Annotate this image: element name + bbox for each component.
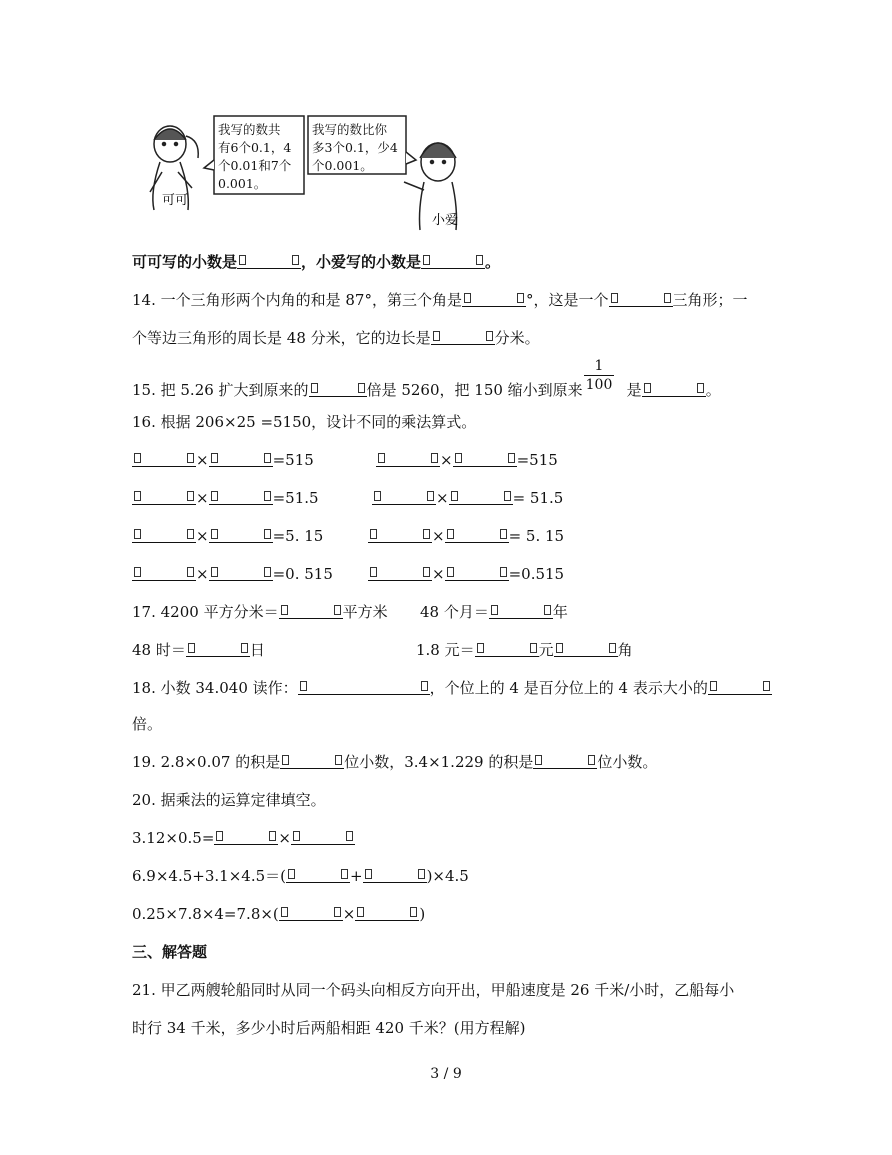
answer-blank[interactable] [368, 565, 432, 581]
q17-text-a: 17. 4200 平方分米＝ [132, 603, 279, 621]
q15-text-b: 倍是 5260，把 150 缩小到原来 [366, 381, 583, 399]
q14-text-b: °，这是一个 [525, 291, 609, 309]
q16-result: = 51.5 [512, 489, 564, 507]
bubble2-line-1: 我写的数比你 [312, 122, 388, 137]
times-sign: × [436, 489, 449, 507]
q18-text-b: ，个位上的 4 是百分位上的 4 表示大小的 [429, 679, 708, 697]
q16-row-3-right [368, 526, 564, 546]
times-sign: × [196, 451, 209, 469]
q14-text-e: 分米。 [494, 329, 540, 347]
answer-blank[interactable] [642, 381, 706, 397]
q16-result: = 5. 15 [508, 527, 565, 545]
answer-blank[interactable] [533, 753, 597, 769]
q17-line-2-right [416, 640, 633, 660]
q16-row-2-right [372, 488, 563, 508]
q16-result: =515 [272, 451, 314, 469]
answer-blank[interactable] [291, 829, 355, 845]
page-number [0, 1066, 892, 1082]
q18-line-1 [132, 678, 772, 698]
times-sign: × [196, 565, 209, 583]
q20-expr-2-end: )×4.5 [426, 867, 469, 885]
q15-line [132, 380, 721, 400]
q14-text-c: 三角形；一 [672, 291, 748, 309]
q16-row-3-left [132, 526, 323, 546]
answer-blank[interactable] [489, 603, 553, 619]
times-sign: × [432, 565, 445, 583]
answer-blank[interactable] [445, 565, 509, 581]
q20-line-3 [132, 904, 425, 924]
q15-text-d: 。 [705, 381, 721, 399]
page-separator: / [439, 1066, 453, 1082]
q16-result: =5. 15 [272, 527, 324, 545]
bubble2-line-2: 多3个0.1，少4 [312, 140, 398, 155]
q17-line-2-left [132, 640, 265, 660]
answer-blank[interactable] [209, 451, 273, 467]
fraction-numerator: 1 [584, 357, 614, 376]
plus-sign: + [349, 867, 363, 885]
q16-result: =515 [516, 451, 558, 469]
q14-line-1 [132, 290, 748, 310]
answer-blank[interactable] [214, 829, 278, 845]
q17-text-g: 1.8 元＝ [416, 641, 475, 659]
q20-expr-3: 0.25×7.8×4=7.8×( [132, 905, 279, 923]
answer-blank[interactable] [186, 641, 250, 657]
answer-blank[interactable] [279, 603, 343, 619]
q20-expr-2: 6.9×4.5+3.1×4.5＝( [132, 867, 286, 885]
q17-text-b: 平方米 [342, 603, 388, 621]
girls-illustration [132, 112, 480, 232]
q21-line-1: 21. 甲乙两艘轮船同时从同一个码头向相反方向开出，甲船速度是 26 千米/小时，乙船每小 [132, 981, 735, 999]
answer-blank[interactable] [368, 527, 432, 543]
bubble1-line-3: 个0.01和7个 [218, 158, 292, 173]
answer-blank[interactable] [209, 489, 273, 505]
fraction-one-hundredth [584, 357, 614, 394]
times-sign: × [342, 905, 356, 923]
answer-blank[interactable] [132, 527, 196, 543]
answer-blank[interactable] [449, 489, 513, 505]
name-keke: 可可 [162, 193, 189, 208]
q17-text-i: 角 [617, 641, 633, 659]
bubble1-line-4: 0.001。 [218, 176, 267, 191]
q13-text-a: 可可写的小数是 [132, 253, 238, 271]
answer-blank[interactable] [237, 253, 301, 269]
times-sign: × [278, 829, 291, 847]
q17-line-1-left [132, 602, 388, 622]
answer-blank[interactable] [372, 489, 436, 505]
q15-text-c: 是 [626, 381, 642, 399]
section-heading-3: 三、解答题 [132, 943, 208, 961]
answer-blank[interactable] [286, 867, 350, 883]
answer-blank[interactable] [609, 291, 673, 307]
answer-blank[interactable] [363, 867, 427, 883]
q14-line-2 [132, 328, 540, 348]
q16-row-4-left [132, 564, 333, 584]
q14-text-d: 个等边三角形的周长是 48 分米，它的边长是 [132, 329, 431, 347]
times-sign: × [440, 451, 453, 469]
q18-line-2: 倍。 [132, 715, 163, 733]
q20-line-2 [132, 866, 469, 886]
answer-blank[interactable] [431, 329, 495, 345]
name-xiaoai: 小爱 [432, 213, 459, 228]
answer-blank[interactable] [279, 905, 343, 921]
answer-blank[interactable] [132, 489, 196, 505]
bubble1-line-1: 我写的数共 [218, 122, 281, 137]
times-sign: × [196, 527, 209, 545]
answer-blank[interactable] [421, 253, 485, 269]
fraction-denominator: 100 [585, 377, 613, 393]
bubble1-line-2: 有6个0.1，4 [218, 140, 292, 155]
q18-text-a: 18. 小数 34.040 读作： [132, 679, 298, 697]
q17-text-d: 年 [552, 603, 568, 621]
answer-blank[interactable] [209, 527, 273, 543]
times-sign: × [432, 527, 445, 545]
q17-text-h: 元 [538, 641, 554, 659]
q17-text-e: 48 时＝ [132, 641, 186, 659]
q17-text-c: 48 个月＝ [420, 603, 489, 621]
answer-blank[interactable] [554, 641, 618, 657]
answer-blank[interactable] [309, 381, 367, 397]
q16-row-2-left [132, 488, 319, 508]
answer-blank[interactable] [453, 451, 517, 467]
q14-text-a: 14. 一个三角形两个内角的和是 87°，第三个角是 [132, 291, 462, 309]
answer-blank[interactable] [298, 679, 430, 695]
answer-blank[interactable] [280, 753, 344, 769]
answer-blank[interactable] [132, 451, 196, 467]
q20-expr-3-end: ) [419, 905, 426, 923]
q16-result: =0.515 [508, 565, 565, 583]
q16-row-1-right [376, 450, 558, 470]
times-sign: × [196, 489, 209, 507]
answer-blank[interactable] [355, 905, 419, 921]
q16-result: =51.5 [272, 489, 319, 507]
q20-title: 20. 据乘法的运算定律填空。 [132, 791, 326, 809]
q15-text-a: 15. 把 5.26 扩大到原来的 [132, 381, 309, 399]
q19-line [132, 752, 657, 772]
bubble2-line-3: 个0.001。 [312, 158, 373, 173]
answer-blank[interactable] [132, 565, 196, 581]
answer-blank[interactable] [475, 641, 539, 657]
q16-title: 16. 根据 206×25 =5150，设计不同的乘法算式。 [132, 413, 477, 431]
answer-blank[interactable] [445, 527, 509, 543]
q16-result: =0. 515 [272, 565, 333, 583]
q17-line-1-right [420, 602, 568, 622]
page-current: 3 [430, 1066, 440, 1082]
q19-text-b: 位小数，3.4×1.229 的积是 [344, 753, 534, 771]
answer-blank[interactable] [708, 679, 772, 695]
q16-row-4-right [368, 564, 564, 584]
q13-text-c: 。 [485, 253, 501, 271]
q13-line [132, 252, 500, 272]
answer-blank[interactable] [376, 451, 440, 467]
q19-text-c: 位小数。 [597, 753, 658, 771]
page-total: 9 [452, 1066, 462, 1082]
q17-text-f: 日 [249, 641, 265, 659]
q19-text-a: 19. 2.8×0.07 的积是 [132, 753, 281, 771]
answer-blank[interactable] [209, 565, 273, 581]
q20-expr-1: 3.12×0.5= [132, 829, 215, 847]
q13-text-b: ，小爱写的小数是 [301, 253, 422, 271]
q16-row-1-left [132, 450, 314, 470]
q21-line-2: 时行 34 千米，多少小时后两船相距 420 千米？(用方程解) [132, 1019, 526, 1037]
answer-blank[interactable] [462, 291, 526, 307]
q20-line-1 [132, 828, 355, 848]
